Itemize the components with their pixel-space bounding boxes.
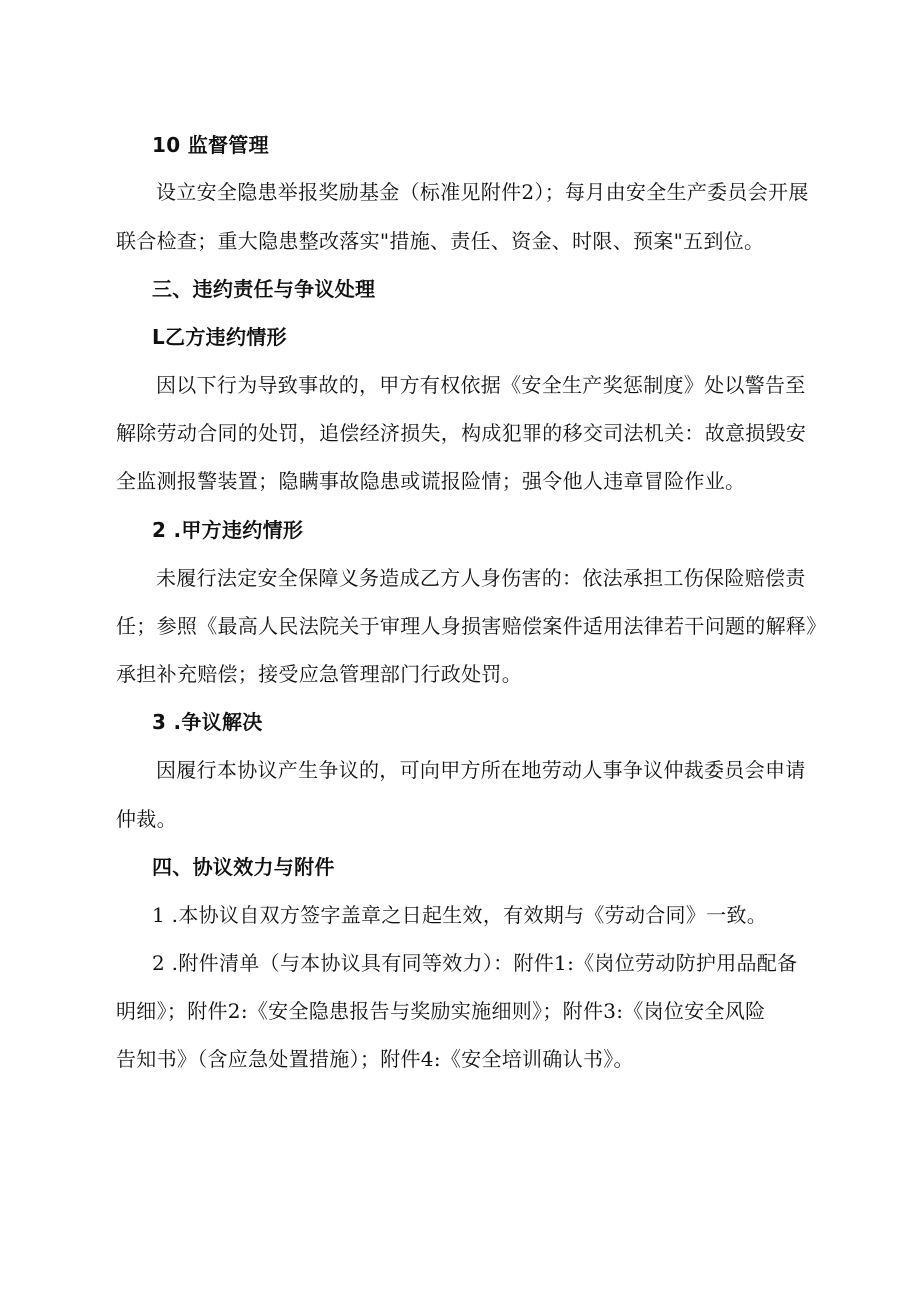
attachment-list-line: 明细》；附件2:《安全隐患报告与奖励实施细则》；附件3:《岗位安全风险 <box>116 999 766 1023</box>
party-a-breach-paragraph-line: 承担补充赔偿；接受应急管理部门行政处罚。 <box>116 662 522 686</box>
subheading-party-a-breach: 2 .甲方违约情形 <box>152 518 304 542</box>
section-heading-breach-and-dispute: 三、违约责任与争议处理 <box>152 277 376 301</box>
subheading-dispute-resolution: 3 .争议解决 <box>152 710 263 734</box>
party-a-breach-paragraph-line: 任；参照《最高人民法院关于审理人身损害赔偿案件适用法律若干问题的解释》 <box>116 614 827 638</box>
section-heading-supervision: 10 监督管理 <box>152 133 269 157</box>
party-b-breach-paragraph-line: 全监测报警装置；隐瞒事故隐患或谎报险情；强令他人违章冒险作业。 <box>116 469 746 493</box>
supervision-paragraph-line: 设立安全隐患举报奖励基金（标准见附件2）；每月由安全生产委员会开展 <box>156 180 809 204</box>
section-heading-validity-and-attachments: 四、协议效力与附件 <box>152 855 335 879</box>
party-a-breach-paragraph-line: 未履行法定安全保障义务造成乙方人身伤害的：依法承担工伤保险赔偿责 <box>156 566 806 590</box>
dispute-paragraph-line: 仲裁。 <box>116 807 177 831</box>
dispute-paragraph-line: 因履行本协议产生争议的，可向甲方所在地劳动人事争议仲裁委员会申请 <box>156 758 806 782</box>
attachment-list-line: 2 .附件清单（与本协议具有同等效力）：附件1:《岗位劳动防护用品配备 <box>152 951 798 975</box>
subheading-party-b-breach: L乙方违约情形 <box>152 325 287 349</box>
attachment-list-line: 告知书》（含应急处置措施）；附件4:《安全培训确认书》。 <box>116 1047 634 1071</box>
supervision-paragraph-line: 联合检查；重大隐患整改落实"措施、责任、资金、时限、预案"五到位。 <box>116 229 765 253</box>
validity-item-line: 1 .本协议自双方签字盖章之日起生效，有效期与《劳动合同》一致。 <box>152 903 768 927</box>
party-b-breach-paragraph-line: 解除劳动合同的处罚，追偿经济损失，构成犯罪的移交司法机关：故意损毁安 <box>116 421 807 445</box>
party-b-breach-paragraph-line: 因以下行为导致事故的，甲方有权依据《安全生产奖惩制度》处以警告至 <box>156 373 806 397</box>
